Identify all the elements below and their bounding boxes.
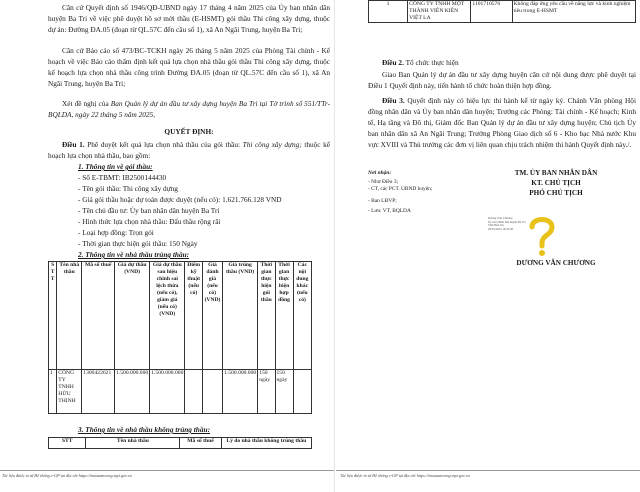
- info-ten-goi: - Tên gói thầu: Thi công xây dựng: [78, 184, 178, 193]
- info-thoi-gian: - Thời gian thực hiện gói thầu: 150 Ngày: [78, 239, 198, 248]
- recipient-3: - Ban LĐVP;: [368, 198, 397, 204]
- digital-signature: [488, 213, 558, 257]
- xet-italic: Ban Quản lý dự án đầu tư xây dựng huyện Ba Tri tại Tờ trình số 551/TTr-BQLDA, ngày 22 tháng 5 năm 2025,: [48, 99, 330, 119]
- right-page: [336, 0, 640, 492]
- th-gia-hieu-chinh: Giá dự thầu sau hiệu chỉnh sai lệch thừa (nếu có), giảm giá (nếu có) (VND): [150, 262, 185, 370]
- table-row: [49, 370, 312, 414]
- footer-note-right: Tài liệu được in từ Hệ thống e-GP tại địa chỉ https://muasamcong.mpi.gov.vn: [340, 473, 470, 478]
- cell-gia-du-thau: 1.500.000.000: [115, 370, 150, 414]
- dieu-3-label: Điều 3.: [382, 96, 405, 105]
- quyet-dinh-heading: QUYẾT ĐỊNH:: [164, 127, 214, 136]
- th-gia-danh-gia: Giá đánh giá (nếu có) (VND): [202, 262, 222, 370]
- th-diem: Điểm kỹ thuật (nếu có): [185, 262, 203, 370]
- footer-separator-right: [336, 470, 640, 471]
- dieu-1-text: Phê duyệt kết quả lựa chọn nhà thầu của gói thầu:: [84, 140, 243, 149]
- winner-table-header: [49, 262, 312, 370]
- section-khong-trung-thau: 3. Thông tin về nhà thầu không trúng thầu:: [78, 425, 210, 434]
- th-tg-goi: Thời gian thực hiện gói thầu: [258, 262, 275, 370]
- can-cu-2: Căn cứ Báo cáo số 473/BC-TCKH ngày 26 tháng 5 năm 2025 của Phòng Tài chính - Kế hoạch về việc Báo cáo thẩm định kết quả lựa chọn nhà thầu gói thầu Thi công xây dựng, thuộc kế hoạch lựa chọn nhà thầu công trình Đường ĐA.05 (đoạn từ QL.57C đến cầu số 1), xã An Ngãi Trung, huyện Ba Tri;: [48, 46, 330, 88]
- loser-table-header: [48, 437, 312, 449]
- dieu-1-italic: Thi công xây dựng;: [242, 140, 302, 149]
- signature-mark-icon: [526, 213, 558, 257]
- cell-gia-hieu-chinh: 1.500.000.000: [150, 370, 185, 414]
- sign-org: TM. ỦY BAN NHÂN DÂN: [514, 169, 598, 177]
- info-tbmt: - Số E-TBMT: IB2500144430: [78, 173, 167, 182]
- cell-ten: CÔNG TY TNHH HỮU THỊNH: [57, 370, 82, 414]
- dieu-1-rest: thuộc kế hoạch lựa chọn nhà thầu, bao gồm:: [48, 140, 330, 160]
- info-hop-dong: - Loại hợp đồng: Trọn gói: [78, 228, 154, 237]
- winner-table: [48, 261, 312, 414]
- th2-ly-do: Lý do nhà thầu không trúng thầu: [221, 438, 311, 449]
- section-goi-thau: 1. Thông tin về gói thầu:: [78, 162, 153, 171]
- th-ten: Tên nhà thầu: [57, 262, 82, 370]
- cell2-ly-do: Không đáp ứng yêu cầu về năng lực và kinh nghiệm tiêu trong E-HSMT: [512, 1, 635, 23]
- cell-stt: 1: [49, 370, 57, 414]
- th-stt: S T T: [49, 262, 57, 370]
- footer-note: Tài liệu được in từ Hệ thống e-GP tại địa chỉ https://muasamcong.mpi.gov.vn: [2, 473, 132, 478]
- xet-prefix: Xét đề nghị của: [62, 99, 111, 108]
- can-cu-1: Căn cứ Quyết định số 1946/QĐ-UBND ngày 17 tháng 4 năm 2025 của Ủy ban nhân dân huyện Ba Tri về việc phê duyệt hồ sơ mời thầu (E-HSMT) gói thầu Thi công xây dựng, thuộc dự án: Đường ĐA.05 (đoạn từ QL.57C đến cầu số 1), xã An Ngãi Trung, huyện Ba Tri;: [48, 3, 330, 34]
- table-row: [369, 1, 636, 23]
- th2-stt: STT: [49, 438, 86, 449]
- cell-gia-trung: 1.500.000.000: [223, 370, 258, 414]
- page-divider: [334, 0, 335, 492]
- footer-separator: [0, 470, 334, 471]
- cell-diem: [185, 370, 203, 414]
- dieu-2-label: Điều 2.: [382, 58, 404, 67]
- recipient-2: - CT, các PCT. UBND huyện;: [368, 186, 433, 192]
- cell2-mst: 1101710576: [471, 1, 512, 23]
- th2-mst: Mã số thuế: [180, 438, 221, 449]
- sign-role-1: KT. CHỦ TỊCH: [531, 179, 581, 187]
- loser-header-row: [49, 438, 312, 449]
- xet-de-nghi: [48, 98, 330, 120]
- th-tg-hop-dong: Thời gian thực hiện hợp đồng: [275, 262, 293, 370]
- dieu-2-body: Giao Ban Quản lý dự án đầu tư xây dựng huyện căn cứ nội dung được phê duyệt tại Điều 1 Quyết định này, tiến hành tổ chức hoàn thiện hợp đồng.: [368, 70, 636, 90]
- th-gia-du-thau: Giá dự thầu (VND): [115, 262, 150, 370]
- signer-name: DƯƠNG VĂN CHƯƠNG: [516, 259, 596, 267]
- recipient-1: - Như Điều 3;: [368, 179, 399, 185]
- cell-mst: 1300422621: [82, 370, 115, 414]
- dieu-2: [382, 57, 636, 68]
- section-trung-thau: 2. Thông tin về nhà thầu trúng thầu:: [78, 250, 190, 259]
- sig-line-2: Ủy ban Nhân dân huyện Ba Tri: [488, 219, 526, 224]
- noi-nhan-label: Nơi nhận:: [368, 170, 392, 176]
- dieu-3: [368, 95, 636, 150]
- cell2-ten: CÔNG TY TNHH MỘT THÀNH VIÊN KIÊN VIỆT LA: [408, 1, 471, 23]
- th-khac: Các nội dung khác (nếu có): [293, 262, 311, 370]
- cell-khac: [293, 370, 311, 414]
- recipient-4: - Lưu: VT, BQLDA: [368, 208, 411, 214]
- info-gia: - Giá gói thầu hoặc dự toán được duyệt (nếu có): 1.621.766.128 VND: [78, 195, 282, 204]
- info-chu-dau-tu: - Tên chủ đầu tư: Ủy ban nhân dân huyện Ba Tri: [78, 206, 220, 215]
- th2-ten: Tên nhà thầu: [86, 438, 180, 449]
- dieu-1-label: Điều 1.: [62, 140, 85, 149]
- dieu-1: [48, 139, 330, 161]
- sig-line-1: Dương Văn Chương: [488, 216, 513, 220]
- info-hinh-thuc: - Hình thức lựa chọn nhà thầu: Đấu thầu rộng rãi: [78, 217, 221, 226]
- sig-line-3: Tỉnh Bến Tre: [488, 223, 505, 228]
- cell2-stt: 1: [369, 1, 408, 23]
- sig-line-4: 28/05/2025 16:32:40: [488, 226, 514, 231]
- dieu-3-body: Quyết định này có hiệu lực thi hành kể từ ngày ký. Chánh Văn phòng Hội đồng nhân dân và Ủy ban nhân dân huyện; Trưởng các Phòng: Tài chính - Kế hoạch; Kinh tế, Hạ tầng và Đô thị, Giám đốc Ban Quản lý dự án đầu tư xây dựng huyện; Chủ tịch Ủy ban nhân dân xã An Ngãi Trung; Trưởng Phòng Giao dịch số 6 - Kho bạc Nhà nước Khu vực XVIII và Thủ trưởng các đơn vị liên quan chịu trách nhiệm thi hành Quyết định này./.: [368, 96, 636, 149]
- th-mst: Mã số thuế: [82, 262, 115, 370]
- dieu-2-text: Tổ chức thực hiện: [403, 58, 459, 67]
- cell-tg-goi: 150 ngày: [258, 370, 275, 414]
- cell-tg-hop-dong: 150 ngày: [275, 370, 293, 414]
- th-gia-trung: Giá trúng thầu (VND): [223, 262, 258, 370]
- sign-role-2: PHÓ CHỦ TỊCH: [529, 189, 583, 197]
- cell-gia-danh-gia: [202, 370, 222, 414]
- loser-table: [368, 0, 636, 23]
